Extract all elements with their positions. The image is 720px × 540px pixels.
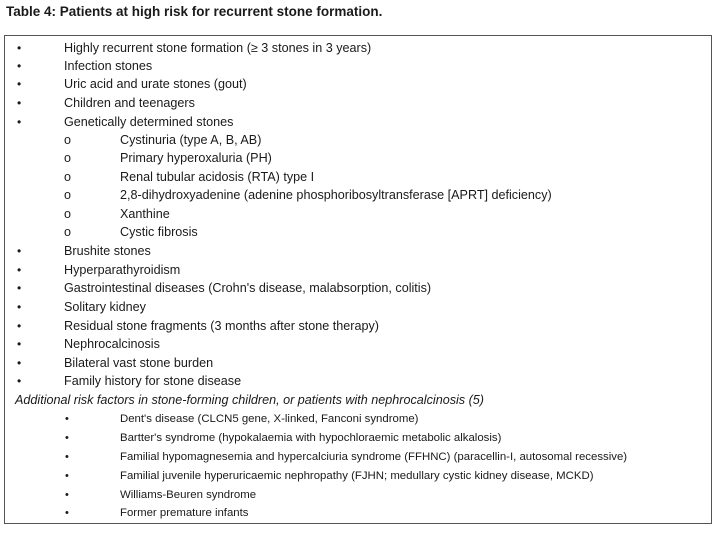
list-item (5, 261, 711, 279)
list-item (5, 354, 711, 372)
sub-bullet: o (64, 225, 72, 239)
bullet: • (17, 374, 22, 388)
additional-list-item (5, 504, 711, 522)
list-item-text: Family history for stone disease (64, 374, 242, 388)
sub-list-item (5, 186, 711, 204)
risk-factor-table (4, 35, 712, 524)
sub-list-item-text: Cystic fibrosis (120, 225, 198, 239)
additional-risk-heading-text: Additional risk factors in stone-forming children, or patients with nephrocalcinosis (5) (15, 393, 484, 407)
list-item-text: Solitary kidney (64, 300, 146, 314)
sub-bullet: o (64, 188, 72, 202)
list-item (5, 57, 711, 75)
sub-list-item (5, 149, 711, 167)
sub-bullet: o (64, 170, 72, 184)
list-item (5, 94, 711, 112)
bullet: • (17, 244, 22, 258)
table-title: Table 4: Patients at high risk for recurrent stone formation. (6, 4, 383, 19)
sub-list-item (5, 168, 711, 186)
bullet: • (65, 470, 69, 482)
list-item (5, 75, 711, 93)
list-item (5, 372, 711, 390)
list-item (5, 113, 711, 131)
bullet: • (65, 413, 69, 425)
list-item-text: Highly recurrent stone formation (≥ 3 stones in 3 years) (64, 41, 372, 55)
sub-list-item-text: Cystinuria (type A, B, AB) (120, 133, 262, 147)
additional-list-item (5, 448, 711, 466)
bullet: • (17, 115, 22, 129)
sub-bullet: o (64, 133, 72, 147)
bullet: • (17, 77, 22, 91)
bullet: • (17, 59, 22, 73)
list-item-text: Uric acid and urate stones (gout) (64, 77, 247, 91)
list-item (5, 39, 711, 57)
list-item-text: Infection stones (64, 59, 153, 73)
additional-list-item-text: Familial juvenile hyperuricaemic nephropathy (FJHN; medullary cystic kidney disease, MCKD) (120, 470, 594, 482)
list-item-text: Children and teenagers (64, 96, 195, 110)
bullet: • (17, 281, 22, 295)
list-item-text: Residual stone fragments (3 months after stone therapy) (64, 319, 380, 333)
additional-list-item-text: Williams-Beuren syndrome (120, 489, 257, 501)
list-item-text: Gastrointestinal diseases (Crohn's disease, malabsorption, colitis) (64, 281, 432, 295)
bullet: • (65, 451, 69, 463)
additional-risk-heading (5, 391, 711, 409)
bullet: • (17, 41, 22, 55)
sub-list-item-text: 2,8-dihydroxyadenine (adenine phosphoribosyltransferase [APRT] deficiency) (120, 188, 552, 202)
sub-bullet: o (64, 151, 72, 165)
bullet: • (17, 300, 22, 314)
bullet: • (17, 319, 22, 333)
sub-list-item (5, 205, 711, 223)
list-item (5, 298, 711, 316)
bullet: • (65, 507, 69, 519)
list-item (5, 279, 711, 297)
additional-list-item (5, 486, 711, 504)
additional-list-item (5, 429, 711, 447)
list-item-text: Genetically determined stones (64, 115, 234, 129)
bullet: • (17, 96, 22, 110)
list-item (5, 335, 711, 353)
bullet: • (17, 356, 22, 370)
list-item-text: Brushite stones (64, 244, 151, 258)
list-item-text: Bilateral vast stone burden (64, 356, 214, 370)
list-item (5, 242, 711, 260)
list-item-text: Hyperparathyroidism (64, 263, 181, 277)
sub-bullet: o (64, 207, 72, 221)
additional-list-item-text: Bartter's syndrome (hypokalaemia with hypochloraemic metabolic alkalosis) (120, 432, 502, 444)
sub-list-item (5, 223, 711, 241)
sub-list-item-text: Xanthine (120, 207, 170, 221)
additional-list-item (5, 467, 711, 485)
list-item (5, 317, 711, 335)
additional-list-item-text: Familial hypomagnesemia and hypercalciuria syndrome (FFHNC) (paracellin-I, autosomal recessive) (120, 451, 628, 463)
additional-list-item-text: Dent's disease (CLCN5 gene, X-linked, Fanconi syndrome) (120, 413, 419, 425)
bullet: • (17, 263, 22, 277)
list-item-text: Nephrocalcinosis (64, 337, 160, 351)
additional-list-item-text: Former premature infants (120, 507, 249, 519)
sub-list-item-text: Primary hyperoxaluria (PH) (120, 151, 272, 165)
bullet: • (65, 432, 69, 444)
sub-list-item (5, 131, 711, 149)
sub-list-item-text: Renal tubular acidosis (RTA) type I (120, 170, 315, 184)
bullet: • (65, 489, 69, 501)
bullet: • (17, 337, 22, 351)
additional-list-item (5, 410, 711, 428)
